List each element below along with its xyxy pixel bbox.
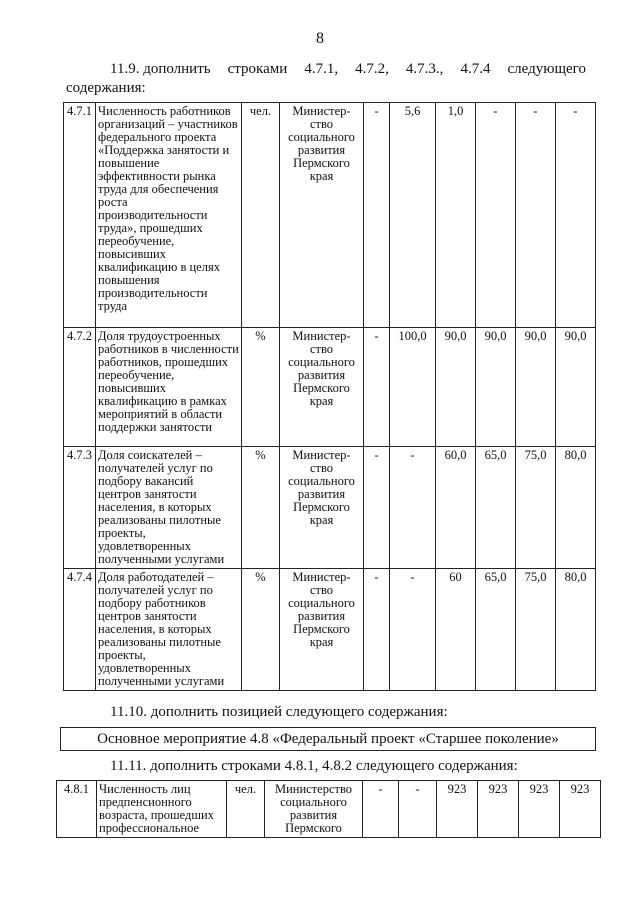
- value-cell: 1,0: [436, 103, 476, 328]
- indicators-table-4-7: [63, 102, 596, 691]
- table-row: [64, 569, 596, 691]
- value-cell: 75,0: [516, 447, 556, 569]
- value-cell: -: [399, 781, 437, 838]
- intro-word: 4.7.4: [460, 61, 491, 77]
- row-number: 4.7.3: [64, 447, 96, 569]
- value-cell: 80,0: [556, 447, 596, 569]
- indicator-name: Доля соискателей – получателей услуг по подбору вакансий центров занятости населения, в которых реализованы пилотные проекты, удовлетворенных полученными услугами: [96, 447, 242, 569]
- indicator-name: Доля работодателей – получателей услуг по подбору работников центров занятости населения, в которых реализованы пилотные проекты, удовлетворенных полученными услугами: [96, 569, 242, 691]
- intro-word: строками: [227, 61, 288, 77]
- value-cell: 75,0: [516, 569, 556, 691]
- value-cell: -: [516, 103, 556, 328]
- value-cell: 923: [478, 781, 519, 838]
- intro-paragraph-11-9: [66, 60, 586, 98]
- intro-word: 4.7.2,: [355, 61, 389, 77]
- responsible-org: Министер-ство социального развития Пермского края: [280, 447, 364, 569]
- value-cell: 90,0: [516, 328, 556, 447]
- value-cell: 80,0: [556, 569, 596, 691]
- value-cell: 90,0: [436, 328, 476, 447]
- indicator-name: Численность работников организаций – участников федерального проекта «Поддержка занятости и повышение эффективности рынка труда для обеспечения роста производительности труда», прошедших переобучение, повысивших квалификацию в целях повышения производительности труда: [96, 103, 242, 328]
- paragraph-11-10: 11.10. дополнить позицией следующего содержания:: [110, 704, 448, 720]
- value-cell: 60: [436, 569, 476, 691]
- value-cell: -: [364, 103, 390, 328]
- value-cell: 100,0: [390, 328, 436, 447]
- responsible-org: Министер-ство социального развития Пермского края: [280, 569, 364, 691]
- value-cell: 923: [437, 781, 478, 838]
- value-cell: -: [364, 328, 390, 447]
- row-number: 4.7.4: [64, 569, 96, 691]
- unit: чел.: [227, 781, 265, 838]
- value-cell: -: [390, 569, 436, 691]
- row-number: 4.8.1: [57, 781, 97, 838]
- table-row: [64, 328, 596, 447]
- table-row: [57, 781, 601, 838]
- value-cell: 923: [560, 781, 601, 838]
- indicator-name: Численность лиц предпенсионного возраста, прошедших профессиональное: [97, 781, 227, 838]
- value-cell: -: [556, 103, 596, 328]
- unit: чел.: [242, 103, 280, 328]
- value-cell: -: [390, 447, 436, 569]
- row-number: 4.7.2: [64, 328, 96, 447]
- value-cell: 65,0: [476, 447, 516, 569]
- unit: %: [242, 328, 280, 447]
- value-cell: -: [364, 569, 390, 691]
- value-cell: 90,0: [556, 328, 596, 447]
- intro-word: 4.7.3.,: [405, 61, 444, 77]
- main-event-box: Основное мероприятие 4.8 «Федеральный проект «Старшее поколение»: [60, 727, 596, 751]
- table-row: [64, 103, 596, 328]
- value-cell: 923: [519, 781, 560, 838]
- value-cell: 90,0: [476, 328, 516, 447]
- intro-word: следующего: [507, 61, 586, 77]
- intro-line-1: [66, 60, 586, 79]
- intro-word: 11.9. дополнить: [110, 61, 211, 77]
- intro-word: 4.7.1,: [304, 61, 339, 77]
- indicators-table-4-8: [56, 780, 601, 838]
- paragraph-11-11: 11.11. дополнить строками 4.8.1, 4.8.2 следующего содержания:: [110, 758, 518, 774]
- value-cell: 60,0: [436, 447, 476, 569]
- page-number: 8: [316, 30, 324, 47]
- responsible-org: Министер-ство социального развития Пермского края: [280, 103, 364, 328]
- unit: %: [242, 447, 280, 569]
- value-cell: 65,0: [476, 569, 516, 691]
- value-cell: -: [363, 781, 399, 838]
- value-cell: -: [364, 447, 390, 569]
- intro-line-2: содержания:: [66, 80, 146, 96]
- indicator-name: Доля трудоустроенных работников в численности работников, прошедших переобучение, повысивших квалификацию в рамках мероприятий в области поддержки занятости: [96, 328, 242, 447]
- unit: %: [242, 569, 280, 691]
- row-number: 4.7.1: [64, 103, 96, 328]
- responsible-org: Министер-ство социального развития Пермского края: [280, 328, 364, 447]
- table-row: [64, 447, 596, 569]
- value-cell: 5,6: [390, 103, 436, 328]
- responsible-org: Министерство социального развития Пермского: [265, 781, 363, 838]
- value-cell: -: [476, 103, 516, 328]
